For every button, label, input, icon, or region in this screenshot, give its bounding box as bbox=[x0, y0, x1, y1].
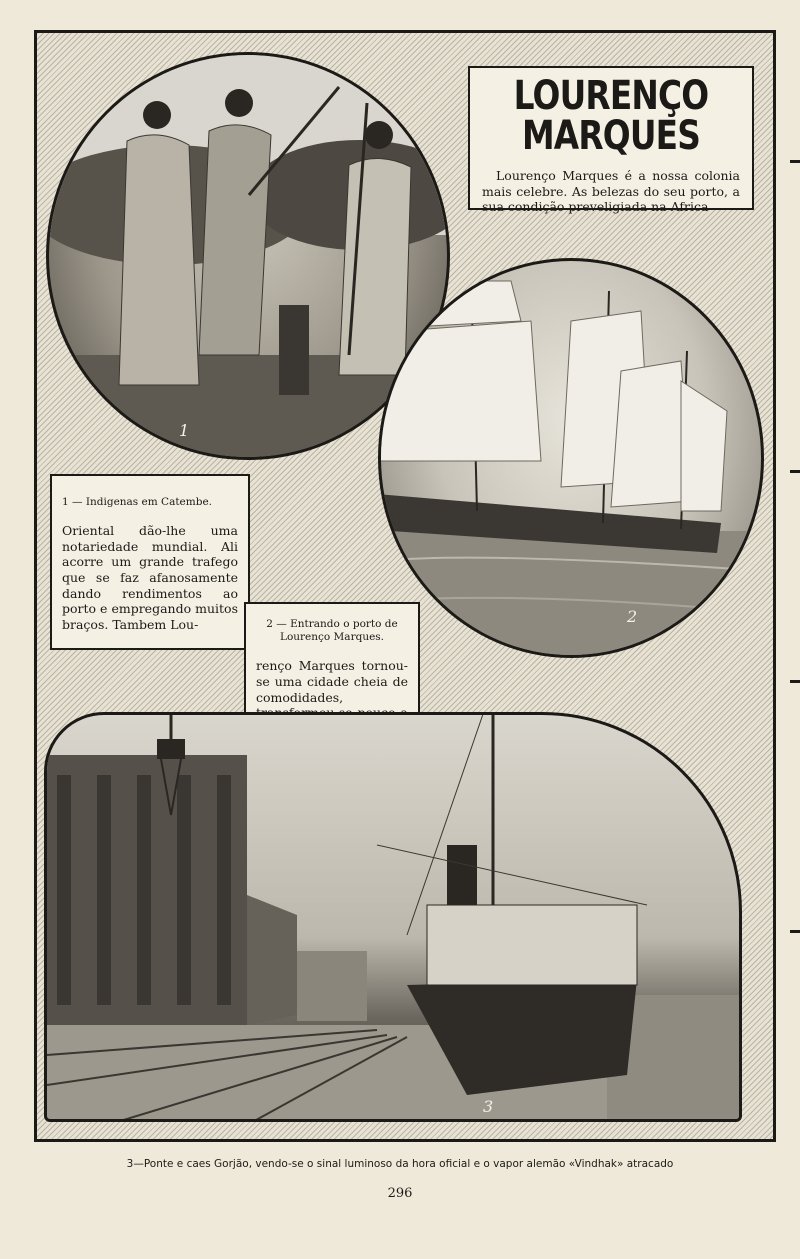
caption-photo-1: 1 — Indigenas em Catembe. bbox=[62, 496, 212, 508]
edge-mark bbox=[790, 680, 800, 683]
photo-sailing-ship bbox=[378, 258, 764, 658]
caption-photo-2: 2 — Entrando o porto de Lourenço Marques. bbox=[266, 618, 398, 644]
article-text-2: renço Marques tornou-se uma cidade cheia de comodidades, bbox=[256, 658, 408, 705]
caption-photo-3: 3—Ponte e caes Gorjão, vendo-se o sinal luminoso da hora oficial e o vapor alemão «Vindhak» atracado bbox=[126, 1158, 674, 1170]
edge-mark bbox=[790, 470, 800, 473]
page-number: 296 bbox=[387, 1186, 413, 1201]
title-box bbox=[468, 66, 754, 215]
edge-mark bbox=[790, 160, 800, 163]
edge-mark bbox=[790, 930, 800, 933]
article-text-1: Oriental dão-lhe uma notariedade mundial. Ali acorre um grande trafego que se faz afanosamente dando rendimentos ao porto e empregando muitos braços. Tambem Lou- bbox=[62, 523, 238, 632]
photo-number-2: 2 bbox=[627, 607, 638, 626]
photo-number-1: 1 bbox=[179, 421, 190, 440]
photo-pier-and-steamer bbox=[44, 712, 742, 1122]
page-title: LOURENÇO MARQUES bbox=[513, 73, 709, 159]
photo-number-3: 3 bbox=[483, 1097, 494, 1116]
intro-text: Lourenço Marques é a nossa colonia mais celebre. As belezas do seu porto, a sua condição preveligiada na Africa bbox=[482, 168, 740, 215]
caption-box-1 bbox=[50, 474, 250, 650]
